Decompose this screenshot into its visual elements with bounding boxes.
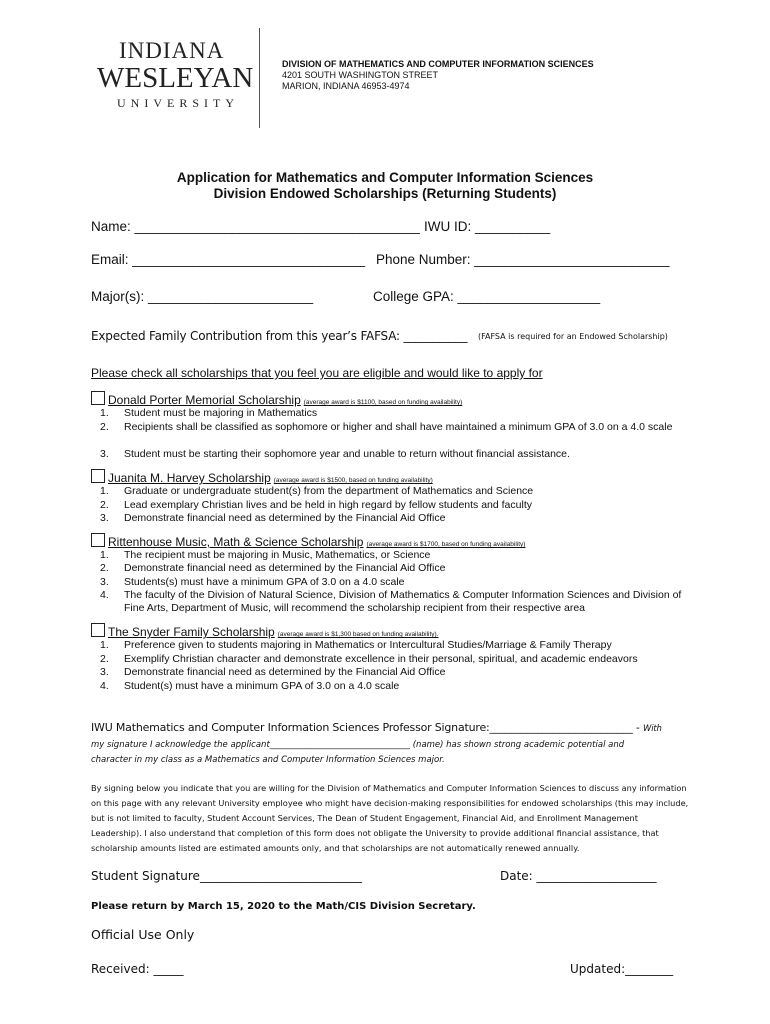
- list-item: Students(s) must have a minimum GPA of 3.0 on a 4.0 scale: [124, 576, 405, 588]
- item-number: 3.: [100, 512, 109, 524]
- item-number: 1.: [100, 639, 109, 651]
- name-field[interactable]: Name: ______________________________________: [91, 219, 420, 234]
- item-number: 2.: [100, 562, 109, 574]
- scholarship-instructions: Please check all scholarships that you feel you are eligible and would like to apply for: [91, 366, 543, 380]
- form-title-line2: Division Endowed Scholarships (Returning Students): [213, 186, 557, 201]
- logo-line-indiana: INDIANA: [119, 38, 225, 63]
- gpa-field[interactable]: College GPA: ___________________: [373, 289, 601, 304]
- porter-checkbox[interactable]: [91, 391, 105, 405]
- date-field[interactable]: Date: ____________________: [500, 869, 657, 883]
- list-item: Student must be majoring in Mathematics: [124, 407, 318, 419]
- list-item: Demonstrate financial need as determined by the Financial Aid Office: [124, 512, 446, 524]
- item-number: 4.: [100, 589, 109, 601]
- item-number: 2.: [100, 653, 109, 665]
- scholarship-name: The Snyder Family Scholarship: [108, 625, 275, 639]
- professor-signature-field[interactable]: [91, 721, 662, 734]
- scholarship-award-note: (average award is $1500, based on funding availability): [273, 477, 433, 484]
- list-item: Graduate or undergraduate student(s) from the department of Mathematics and Science: [124, 485, 534, 497]
- scholarship-name: Donald Porter Memorial Scholarship: [108, 393, 301, 407]
- consent-paragraph: By signing below you indicate that you are willing for the Division of Mathematics and Computer Information Sciences to discuss any information on this page with any relevant University employee who might have decision-making responsibilities for endowed scholarships (this may include, but is not limited to faculty, Student Account Services, The Dean of Student Engagement, Financial Aid, and Enrollment Management Leadership). I also understand that completion of this form does not obligate the University to provide additional financial assistance, that scholarship amounts listed are estimated amounts only, and that scholarships are not automatically renewed annually.: [91, 783, 689, 853]
- item-number: 2.: [100, 499, 109, 511]
- professor-acknowledgement-line: my signature I acknowledge the applicant_________________________________ (name) has shown strong academic potential and: [91, 740, 625, 750]
- item-number: 4.: [100, 680, 109, 692]
- scholarship-award-note: (average award is $1700, based on funding availability): [366, 541, 526, 548]
- list-item: Demonstrate financial need as determined by the Financial Aid Office: [124, 562, 446, 574]
- received-field[interactable]: Received: _____: [91, 962, 184, 976]
- efc-note: (FAFSA is required for an Endowed Scholarship): [478, 332, 668, 341]
- list-item: Preference given to students majoring in Mathematics or Intercultural Studies/Marriage & Family Therapy: [124, 639, 612, 651]
- scholarship-harvey: [91, 468, 433, 485]
- list-item: The recipient must be majoring in Music, Mathematics, or Science: [124, 549, 431, 561]
- division-name: DIVISION OF MATHEMATICS AND COMPUTER INFORMATION SCIENCES: [282, 59, 594, 69]
- rittenhouse-checkbox[interactable]: [91, 533, 105, 547]
- logo-line-university: UNIVERSITY: [117, 96, 239, 110]
- logo-line-wesleyan: WESLEYAN: [97, 62, 254, 94]
- scholarship-award-note: (average award is $1100, based on funding availability): [303, 399, 463, 406]
- list-item: Lead exemplary Christian lives and be held in high regard by fellow students and faculty: [124, 499, 532, 511]
- iwu-id-field[interactable]: IWU ID: __________: [424, 219, 551, 234]
- official-use-heading: Official Use Only: [91, 927, 195, 942]
- efc-field[interactable]: Expected Family Contribution from this year’s FAFSA: ___________: [91, 329, 468, 343]
- item-number: 3.: [100, 666, 109, 678]
- scholarship-rittenhouse: [91, 532, 525, 549]
- email-field[interactable]: Email: _______________________________: [91, 252, 366, 267]
- majors-field[interactable]: Major(s): ______________________: [91, 289, 314, 304]
- item-number: 1.: [100, 407, 109, 419]
- scholarship-name: Rittenhouse Music, Math & Science Scholarship: [108, 535, 364, 549]
- street-address: 4201 SOUTH WASHINGTON STREET: [282, 70, 439, 80]
- form-title-line1: Application for Mathematics and Computer Information Sciences: [176, 170, 594, 185]
- list-item: Recipients shall be classified as sophomore or higher and shall have maintained a minimum GPA of 3.0 on a 4.0 scale: [124, 421, 673, 433]
- list-item: The faculty of the Division of Natural Science, Division of Mathematics & Computer Information Sciences and Division of Fine Arts, Department of Music, will recommend the scholarship recipient from their respective area: [124, 589, 682, 614]
- item-number: 1.: [100, 549, 109, 561]
- list-item: Demonstrate financial need as determined by the Financial Aid Office: [124, 666, 446, 678]
- list-item: Student must be starting their sophomore year and unable to return without financial assistance.: [124, 448, 570, 460]
- professor-signature-label: IWU Mathematics and Computer Information Sciences Professor Signature:___________________________ -: [91, 721, 640, 734]
- scholarship-name: Juanita M. Harvey Scholarship: [108, 471, 271, 485]
- city-address: MARION, INDIANA 46953-4974: [282, 81, 410, 91]
- list-item: Exemplify Christian character and demonstrate excellence in their personal, spiritual, and academic endeavors: [124, 653, 638, 665]
- item-number: 3.: [100, 448, 109, 460]
- updated-field[interactable]: Updated:________: [570, 962, 674, 976]
- return-instructions: Please return by March 15, 2020 to the Math/CIS Division Secretary.: [91, 901, 476, 912]
- snyder-checkbox[interactable]: [91, 623, 105, 637]
- item-number: 1.: [100, 485, 109, 497]
- student-signature-field[interactable]: Student Signature___________________________: [91, 869, 362, 883]
- list-item: Student(s) must have a minimum GPA of 3.0 on a 4.0 scale: [124, 680, 400, 692]
- professor-acknowledgement-line-2: character in my class as a Mathematics and Computer Information Sciences major.: [91, 755, 445, 765]
- scholarship-snyder: [91, 622, 439, 639]
- scholarship-award-note: (average award is $1,300 based on funding availability).: [277, 631, 439, 638]
- item-number: 2.: [100, 421, 109, 433]
- item-number: 3.: [100, 576, 109, 588]
- scholarship-porter: [91, 390, 462, 407]
- harvey-checkbox[interactable]: [91, 469, 105, 483]
- header-divider: [259, 28, 260, 128]
- phone-field[interactable]: Phone Number: __________________________: [376, 252, 670, 267]
- professor-with-text: With: [643, 724, 662, 734]
